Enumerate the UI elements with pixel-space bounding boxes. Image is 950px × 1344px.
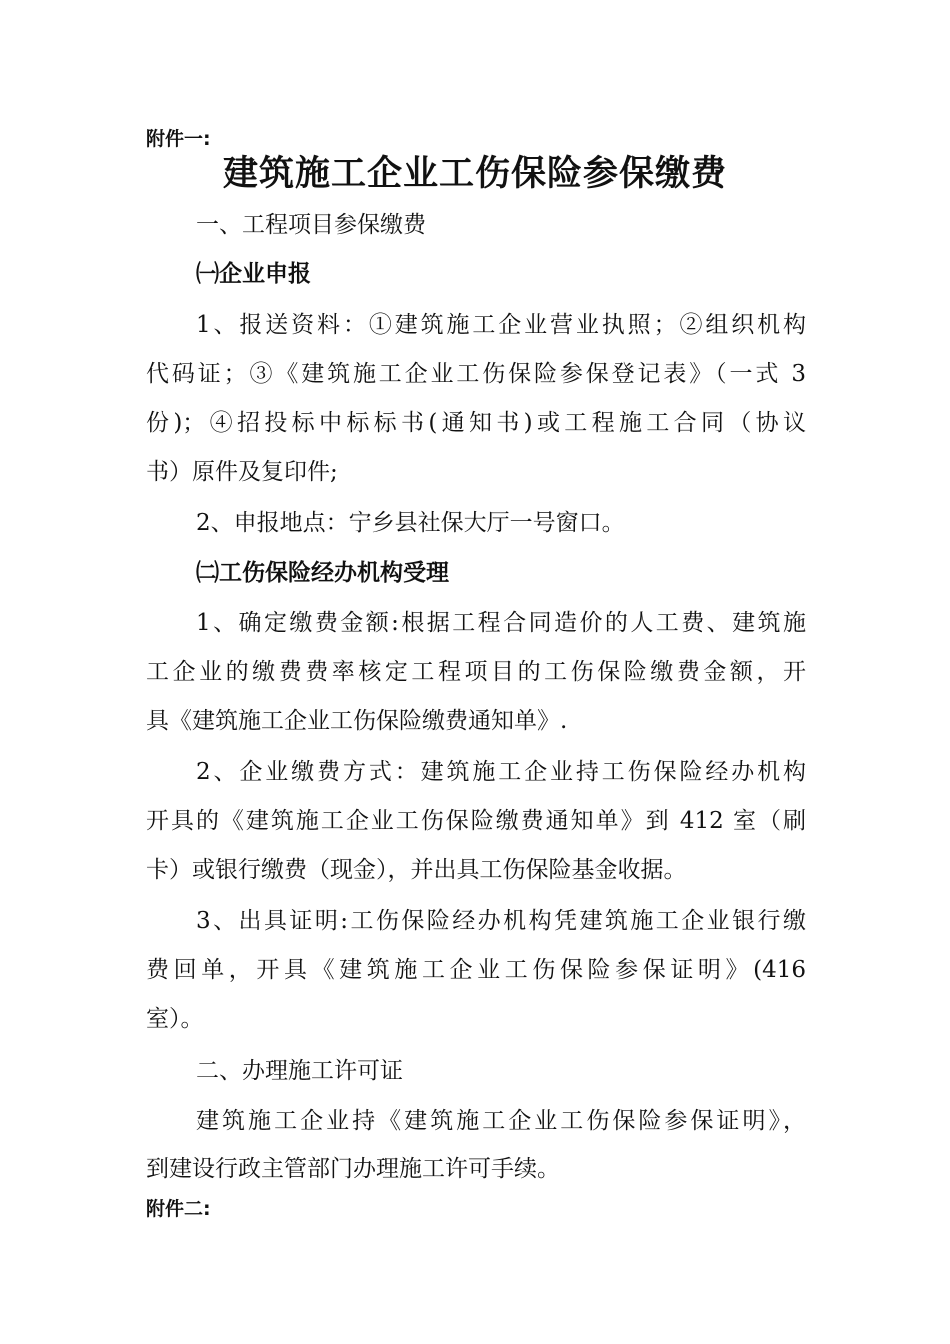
paragraph-line: 开具的《建筑施工企业工伤保险缴费通知单》到 412 室（刷 — [146, 808, 806, 834]
paragraph-line: 1、确定缴费金额:根据工程合同造价的人工费、建筑施 — [196, 610, 806, 636]
attachment-two-label: 附件二: — [146, 1198, 211, 1220]
paragraph-line: 1、报送资料：①建筑施工企业营业执照；②组织机构 — [196, 312, 806, 338]
paragraph-line: 建筑施工企业持《建筑施工企业工伤保险参保证明》， — [196, 1108, 806, 1134]
document-title: 建筑施工企业工伤保险参保缴费 — [222, 153, 727, 194]
paragraph-line: 到建设行政主管部门办理施工许可手续。 — [146, 1156, 560, 1182]
paragraph-line: 代码证；③《建筑施工企业工伤保险参保登记表》（一式 3 — [146, 361, 806, 387]
subsection-agency-acceptance-heading: ㈡工伤保险经办机构受理 — [196, 559, 449, 586]
paragraph-line: 费回单，开具《建筑施工企业工伤保险参保证明》(416 — [146, 957, 806, 983]
paragraph-line: 书）原件及复印件; — [146, 459, 338, 485]
paragraph-line: 具《建筑施工企业工伤保险缴费通知单》. — [146, 708, 568, 734]
paragraph-line: 2、申报地点：宁乡县社保大厅一号窗口。 — [196, 510, 625, 536]
paragraph-line: 室）。 — [146, 1006, 204, 1032]
section-two-heading: 二、办理施工许可证 — [196, 1058, 403, 1084]
paragraph-line: 2、企业缴费方式：建筑施工企业持工伤保险经办机构 — [196, 759, 806, 785]
section-one-heading: 一、工程项目参保缴费 — [196, 212, 426, 238]
paragraph-line: 卡）或银行缴费（现金），并出具工伤保险基金收据。 — [146, 857, 687, 883]
attachment-one-label: 附件一: — [146, 128, 211, 150]
subsection-enterprise-declaration-heading: ㈠企业申报 — [196, 260, 311, 287]
paragraph-line: 3、出具证明:工伤保险经办机构凭建筑施工企业银行缴 — [196, 908, 806, 934]
paragraph-line: 份)；④招投标中标标书(通知书)或工程施工合同（协议 — [146, 410, 806, 436]
paragraph-line: 工企业的缴费费率核定工程项目的工伤保险缴费金额，开 — [146, 659, 806, 685]
